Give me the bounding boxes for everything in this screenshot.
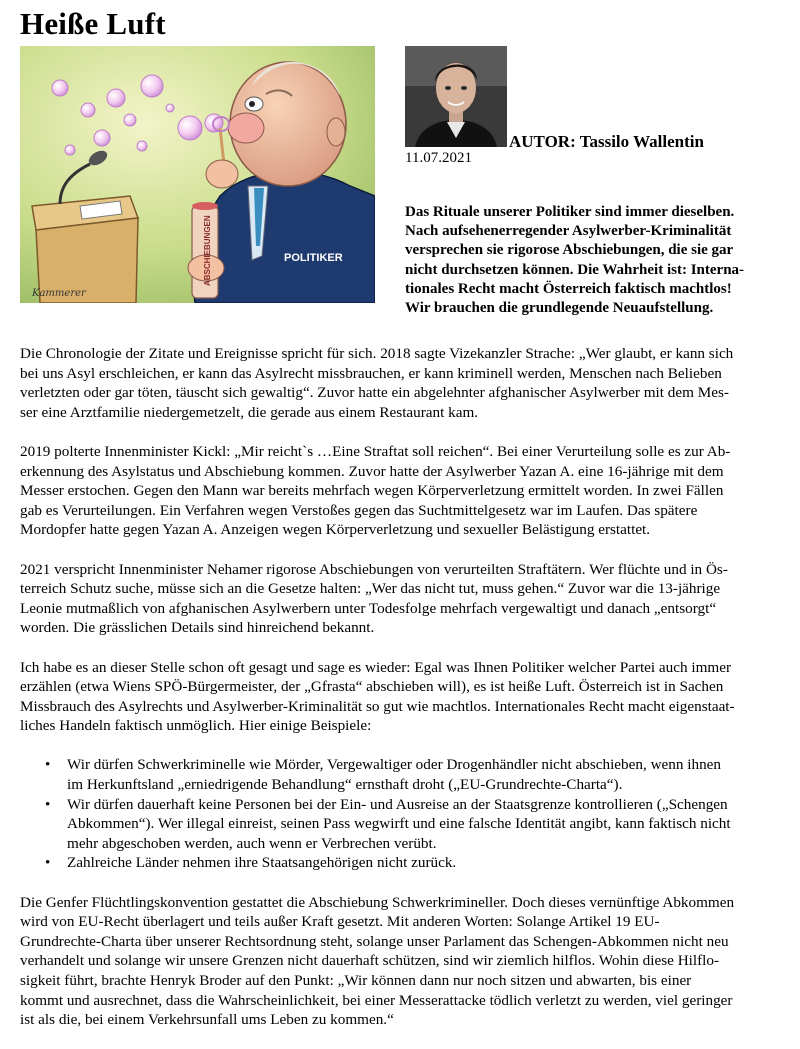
text-line: worden. Die grässlichen Details sind hinreichend bekannt. [20, 619, 375, 637]
bullet-dot: • [45, 854, 51, 872]
text-line: Ich habe es an dieser Stelle schon oft gesagt und sage es wieder: Egal was Ihnen Politiker welcher Partei auch immer [20, 658, 732, 676]
text-line: Wir dürfen Schwerkriminelle wie Mörder, Vergewaltiger oder Drogenhändler nicht abschieben, wenn ihnen [67, 756, 722, 774]
text-line: wird von EU-Recht überlagert und teils außer Kraft gesetzt. Mit anderen Worten: Solange Artikel 19 EU- [20, 913, 660, 931]
text-line: sigkeit führt, brachte Henryk Broder auf den Punkt: „Wir können dann nur noch sitzen und abwarten, bis einer [20, 972, 692, 989]
text-line: erzählen (etwa Wiens SPÖ-Bürgermeister, der „Gfrasta“ abschieben will), es ist heiße Luft. Österreich ist in Sachen [20, 678, 724, 696]
text-line: Abkommen“). Wer illegal einreist, seinen Pass wegwirft und eine falsche Identität angibt, kann faktisch nicht [67, 815, 731, 833]
tube-label: ABSCHIEBUNGEN [203, 215, 212, 286]
text-line: kommt und ausrechnet, dass die Wahrscheinlichkeit, bei einer Messerattacke tödlich verletzt zu werden, viel geringer [20, 991, 733, 1009]
paragraph-2021 [20, 560, 782, 638]
text-line: verletzten oder gar töten, täuscht sich gewaltig“. Zuvor hatte ein abgelehnter afghanischer Asylwerber mit dem Mes- [20, 384, 729, 402]
paragraph-closing [20, 893, 782, 1030]
paragraph-opinion [20, 658, 782, 736]
text-line: Wir dürfen dauerhaft keine Personen bei der Ein- und Ausreise an der Staatsgrenze kontrollieren („Schengen [67, 795, 728, 813]
text-line: liches Handeln faktisch unmöglich. Hier einige Beispiele: [20, 717, 372, 735]
author-name: AUTOR: Tassilo Wallentin [509, 132, 704, 151]
jacket-label: POLITIKER [284, 252, 343, 264]
text-line: Die Genfer Flüchtlingskonvention gestattet die Abschiebung Schwerkrimineller. Doch dieses vernünftige Abkommen [20, 893, 735, 911]
text-line: gab es Verurteilungen. Ein Verfahren wegen Verstoßes gegen das Suchtmittelgesetz war im Laufen. Das spätere [20, 501, 698, 519]
text-line: terreich Schutz suche, müsse sich an die Gesetze halten: „Wer das nicht tut, muss gehen.“ Zuvor war die 13-jährige [20, 580, 721, 598]
politician-cartoon [20, 46, 375, 303]
text-line: Zahlreiche Länder nehmen ihre Staatsangehörigen nicht zurück. [67, 854, 457, 872]
bullet-dot: • [45, 795, 51, 813]
text-line: Die Chronologie der Zitate und Ereignisse spricht für sich. 2018 sagte Vizekanzler Strache: „Wer glaubt, er kann sich [20, 345, 734, 362]
paragraph-2019 [20, 442, 782, 540]
list-item [20, 853, 782, 873]
lead-paragraph [405, 203, 785, 318]
list-item [20, 795, 782, 854]
text-line: ist als die, bei einem Verkehrsunfall ums Leben zu kommen.“ [20, 1011, 394, 1029]
lead-line: Das Rituale unserer Politiker sind immer dieselben. [405, 204, 735, 220]
paragraph-2018 [20, 344, 782, 422]
text-line: Messer erstochen. Gegen den Mann war bereits mehrfach wegen Körperverletzung ermittelt worden. In zwei Fällen [20, 482, 724, 500]
lead-line: Nach aufsehenerregender Asylwerber-Kriminalität [405, 223, 732, 240]
text-line: bei uns Asyl erschleichen, er kann das Asylrecht missbrauchen, er kann kriminell werden, Menschen nach Belieben [20, 364, 722, 382]
text-line: 2019 polterte Innenminister Kickl: „Mir reicht`s …Eine Straftat soll reichen“. Bei einer Verurteilung solle es zur Ab- [20, 442, 731, 460]
text-line: Mordopfer hatte gegen Yazan A. Anzeigen wegen Körperverletzung und sexueller Belästigung erstattet. [20, 521, 651, 539]
author-photo [405, 46, 507, 147]
text-line: Missbrauch des Asylrechts und Asylwerber-Kriminalität so gut wie machtlos. Internationales Recht macht eigenstaat- [20, 697, 735, 715]
publish-date: 11.07.2021 [405, 150, 472, 166]
text-line: Grundrechte-Charta über unserer Rechtsordnung steht, solange unser Parlament das Schengen-Abkommen nicht neu [20, 932, 729, 950]
list-item [20, 755, 782, 794]
lead-line: tionales Recht macht Österreich faktisch machtlos! [405, 280, 732, 297]
lead-line: versprechen sie rigorose Abschiebungen, die sie gar [405, 242, 734, 259]
lead-line: nicht durchsetzen können. Die Wahrheit ist: Interna- [405, 261, 745, 278]
article-headline: Heiße Luft [20, 6, 166, 41]
examples-list [20, 755, 782, 873]
lead-line: Wir brauchen die grundlegende Neuaufstellung. [405, 300, 714, 317]
text-line: 2021 verspricht Innenminister Nehamer rigorose Abschiebungen von verurteilten Straftätern. Wer flüchte und in Ös- [20, 560, 728, 578]
text-line: mehr abgeschoben werden, auch wenn er Verbrechen verübt. [67, 834, 437, 852]
text-line: erkennung des Asylstatus und Abschiebung kommen. Zuvor hatte der Asylwerber Yazan A. eine 16-jährige mit dem [20, 462, 724, 480]
text-line: im Herkunftsland „erniedrigende Behandlung“ ernsthaft droht („EU-Grundrechte-Charta“). [67, 776, 623, 794]
text-line: verhandelt und solange wir unsere Grenzen nicht dauerhaft schützen, sind wir ziemlich hilflos. Wohin diese Hilflo- [20, 952, 720, 970]
text-line: ser eine Arztfamilie niedergemetzelt, die gerade aus einem Restaurant kam. [20, 403, 479, 421]
text-line: Leonie mutmaßlich von afghanischen Asylwerbern unter Todesfolge mehrfach vergewaltigt und danach „entsorgt“ [20, 599, 717, 617]
bullet-dot: • [45, 756, 51, 774]
article-body [20, 344, 782, 1049]
cartoonist-signature: Kammerer [32, 288, 86, 299]
